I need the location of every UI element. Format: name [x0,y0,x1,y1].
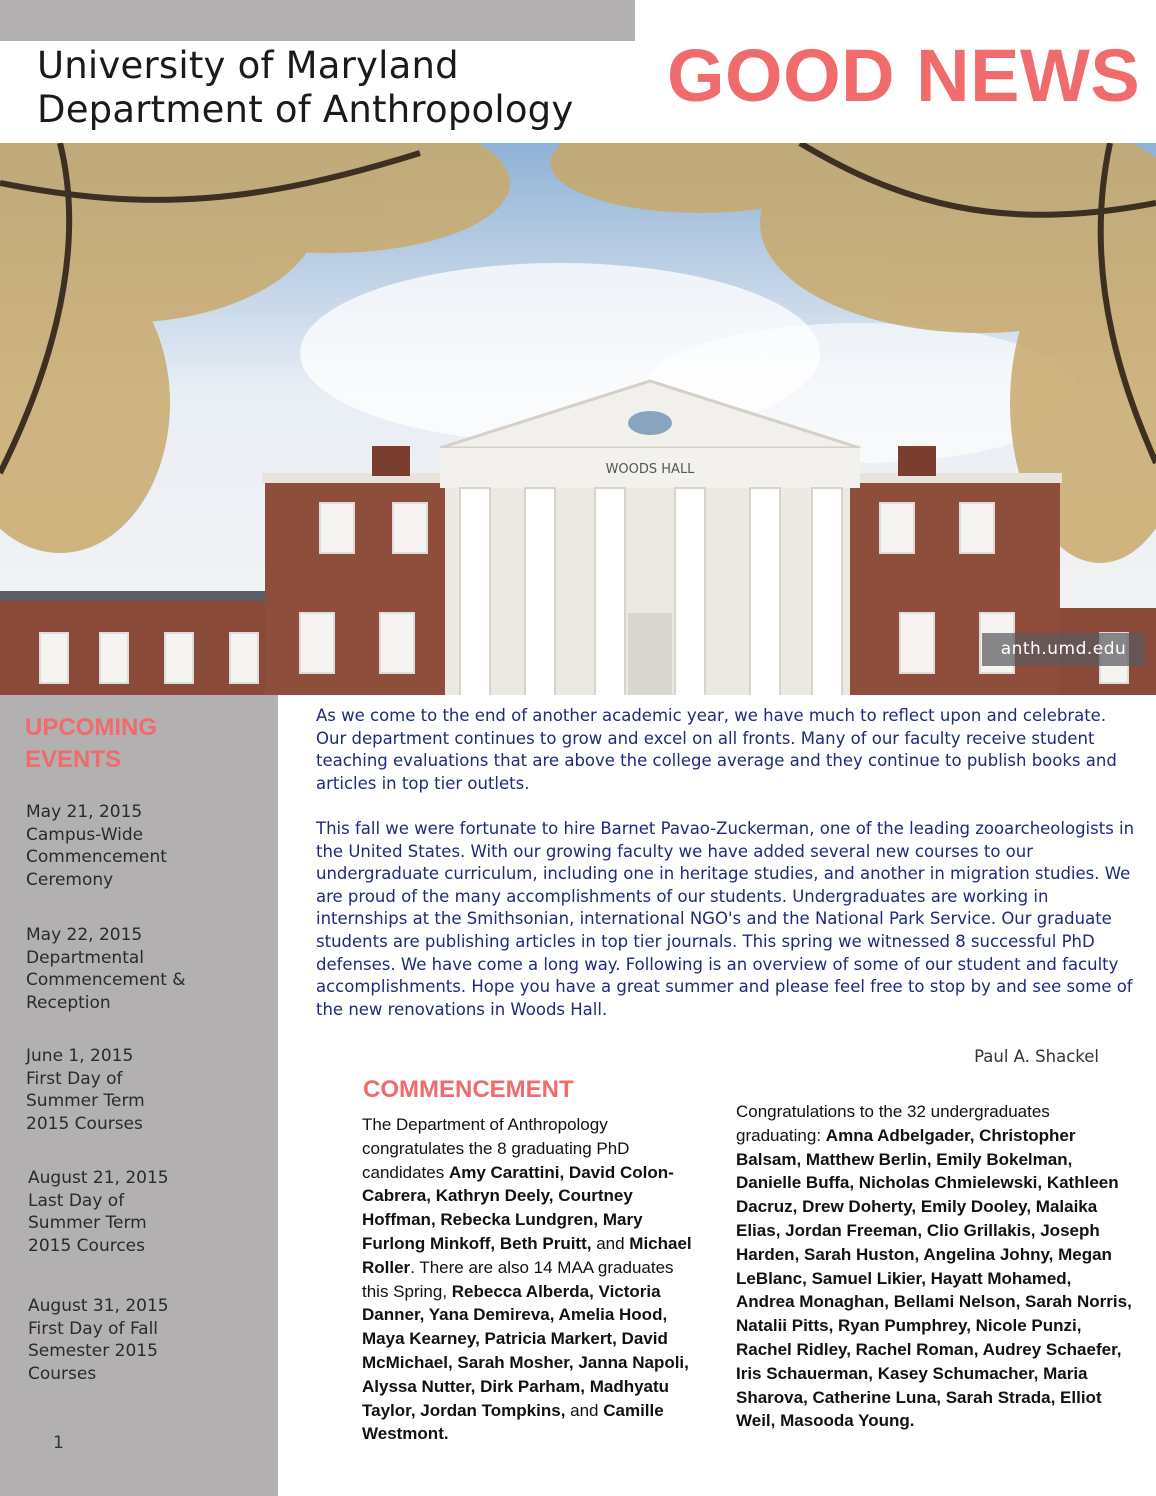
events-heading-line1: UPCOMING [25,714,157,741]
event-line: Reception [26,992,111,1013]
undergrad-lead: Congratulations to the 32 undergraduates graduating: [736,1102,1050,1145]
and-word: and [565,1400,604,1420]
event-date: May 21, 2015 [26,802,143,822]
and-word: and [591,1233,630,1253]
intro-letter [316,705,1136,1044]
event-line: Semester 2015 [28,1341,158,1362]
event-item [28,1167,268,1257]
phd-names: Amy Carattini, David Colon-Cabrera, Kathryn Deely, Courtney Hoffman, Rebecka Lundgren, Mary Furlong Minkoff, Beth Pruitt, [362,1162,674,1253]
event-item [28,1295,268,1385]
event-line: Departmental [26,947,145,968]
event-date: June 1, 2015 [26,1046,134,1066]
masthead-good-news: GOOD NEWS [667,34,1141,117]
commencement-heading: COMMENCEMENT [363,1076,574,1103]
building-sign: WOODS HALL [605,462,695,477]
event-line: Commencement & [26,970,186,991]
event-line: 2015 Courses [26,1113,143,1134]
maa-names: Rebecca Alberda, Victoria Danner, Yana Demireva, Amelia Hood, Maya Kearney, Patricia Markert, David McMichael, Sarah Mosher, Janna Napoli, Alyssa Nutter, Dirk Parham, Madhyatu Taylor, Jordan Tompkins, [362,1281,689,1420]
signature: Paul A. Shackel [974,1047,1099,1066]
undergraduate-congratulations [736,1100,1132,1433]
intro-paragraph: As we come to the end of another academic year, we have much to reflect upon and celebrate. Our department continues to grow and excel on all fronts. Many of our faculty receive student teaching evaluations that are above the college average and they continue to publish books and articles in top tier outlets. [316,706,1117,793]
graduate-congratulations [362,1113,702,1446]
phd-lead: The Department of Anthropology congratulates the 8 graduating PhD candidates [362,1115,630,1182]
header-gray-bar [0,0,635,41]
header-university: University of Maryland [37,44,459,87]
header-department: Department of Anthropology [37,88,574,131]
maa-last-name: Camille Westmont. [362,1400,664,1444]
event-item [26,801,266,891]
event-date: August 21, 2015 [28,1168,169,1188]
event-date: August 31, 2015 [28,1296,169,1316]
event-line: Courses [28,1363,97,1384]
event-item [26,924,266,1014]
page-number: 1 [53,1433,64,1453]
undergrad-names: Amna Adbelgader, Christopher Balsam, Matthew Berlin, Emily Bokelman, Danielle Buffa, Nicholas Chmielewski, Kathleen Dacruz, Drew Doherty, Emily Dooley, Malaika Elias, Jordan Freeman, Clio Grillakis, Joseph Harden, Sarah Huston, Angelina Johny, Megan LeBlanc, Samuel Likier, Hayatt Mohamed, Andrea Monaghan, Bellami Nelson, Sarah Norris, Natalii Pitts, Ryan Pumphrey, Nicole Punzi, Rachel Ridley, Rachel Roman, Audrey Schaefer, Iris Schauerman, Kasey Schumacher, Maria Sharova, Catherine Luna, Sarah Strada, Elliot Weil, Masooda Young. [736,1125,1132,1431]
website-url[interactable]: anth.umd.edu [982,633,1145,666]
events-heading-line2: EVENTS [25,746,122,773]
woods-hall-photo [0,143,1156,695]
upcoming-events-heading [25,712,265,776]
event-line: Commencement [26,847,167,868]
phd-last-name: Michael Roller [362,1233,692,1277]
event-line: First Day of Fall [28,1318,159,1339]
event-line: Summer Term [28,1213,147,1234]
event-line: 2015 Cources [28,1235,145,1256]
event-line: First Day of [26,1068,123,1089]
event-line: Campus-Wide [26,824,144,845]
event-line: Ceremony [26,869,114,890]
event-line: Last Day of [28,1190,125,1211]
event-date: May 22, 2015 [26,925,143,945]
intro-paragraph: This fall we were fortunate to hire Barnet Pavao-Zuckerman, one of the leading zooarcheologists in the United States. With our growing faculty we have added several new courses to our undergraduate curriculum, including one in heritage studies, and another in migration studies. We are proud of the many accomplishments of our students. Undergraduates are working in internships at the Smithsonian, international NGO's and the National Park Service. Our graduate students are publishing articles in top tier journals. This spring we witnessed 8 successful PhD defenses. We have come a long way. Following is an overview of some of our student and faculty accomplishments. Hope you have a great summer and please feel free to stop by and see some of the new renovations in Woods Hall. [316,818,1135,1019]
header-title [37,44,573,132]
maa-lead: . There are also 14 MAA graduates this Spring, [362,1257,674,1301]
event-item [26,1045,266,1135]
event-line: Summer Term [26,1091,145,1112]
